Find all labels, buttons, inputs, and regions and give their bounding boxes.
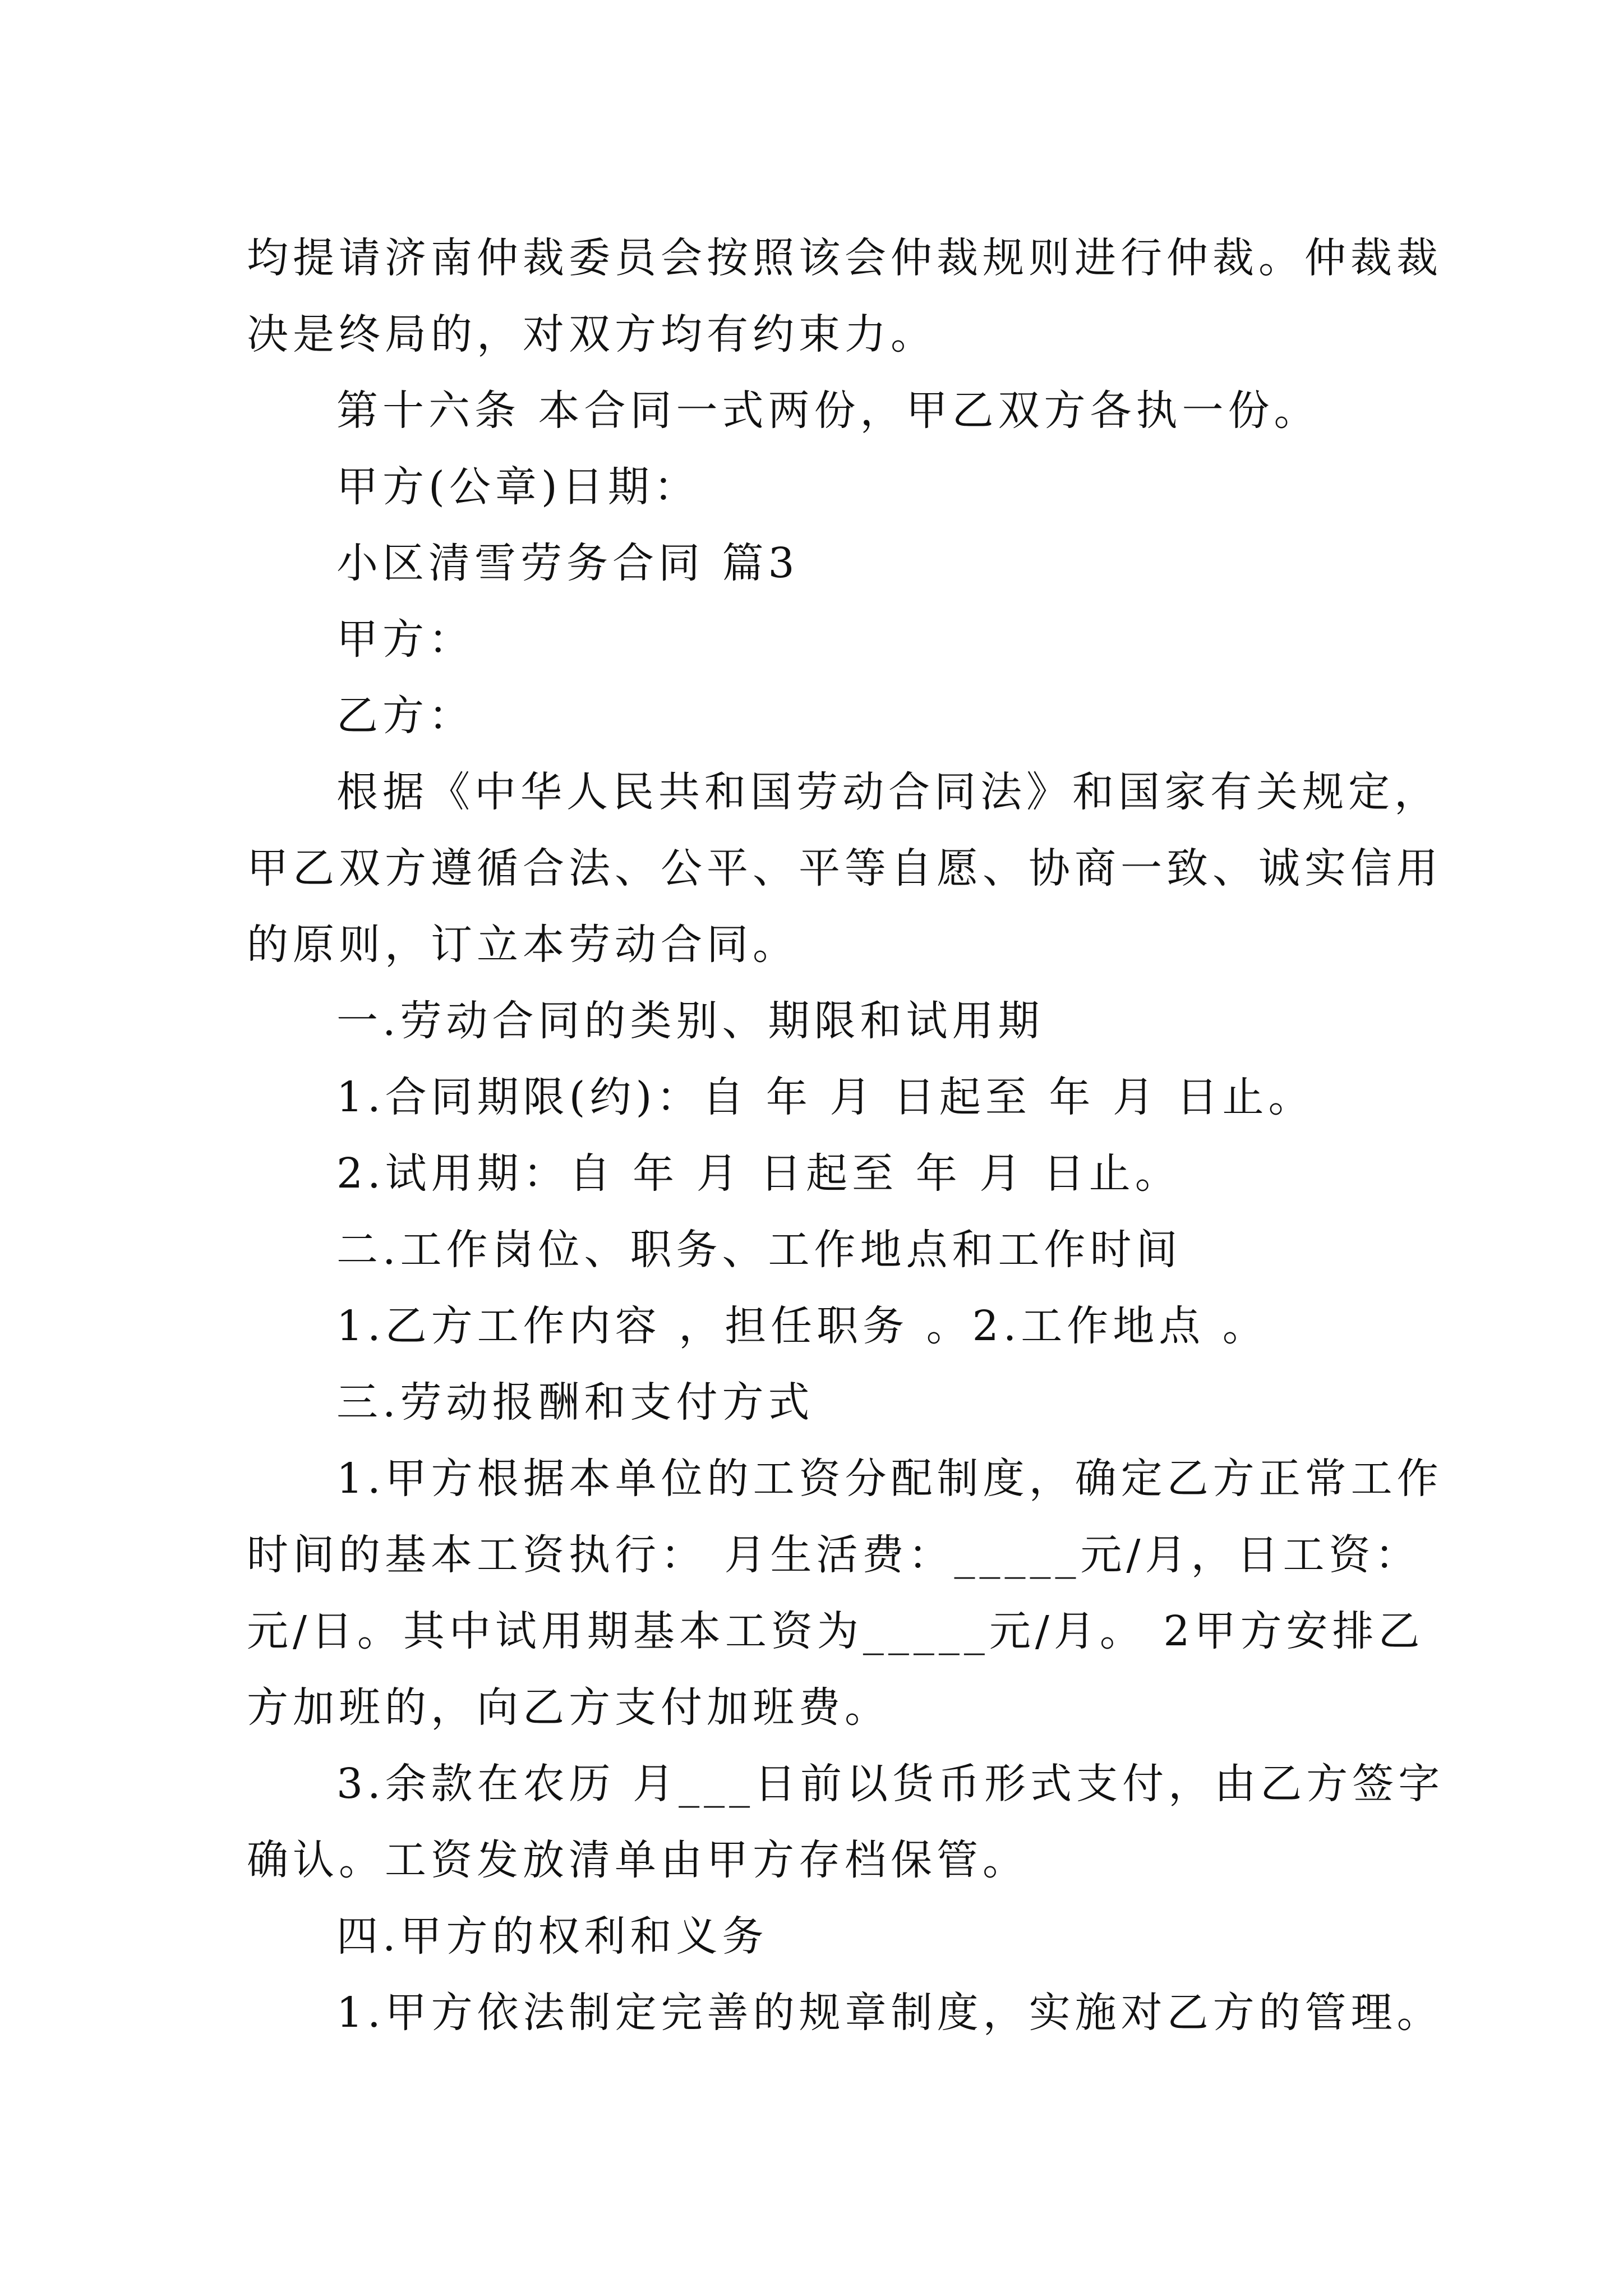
body-line: 的原则，订立本劳动合同。 xyxy=(247,921,799,969)
party-a-seal-date: 甲方(公章)日期： xyxy=(336,463,700,511)
body-line: 方加班的，向乙方支付加班费。 xyxy=(247,1683,891,1732)
document-body xyxy=(247,220,1445,2051)
section-title: 小区清雪劳务合同 篇3 xyxy=(336,539,799,587)
body-line: 决是终局的，对双方均有约束力。 xyxy=(247,310,937,358)
clause-item: 1.合同期限(约)：自 年 月 日起至 年 月 日止。 xyxy=(336,1073,1315,1121)
clause-item: 1.甲方依法制定完善的规章制度，实施对乙方的管理。 xyxy=(336,1989,1443,2037)
clause-heading: 三.劳动报酬和支付方式 xyxy=(336,1378,814,1427)
body-line: 根据《中华人民共和国劳动合同法》和国家有关规定， xyxy=(336,768,1440,816)
body-line: 甲乙双方遵循合法、公平、平等自愿、协商一致、诚实信用 xyxy=(247,844,1442,892)
clause-item: 2.试用期：自 年 月 日起至 年 月 日止。 xyxy=(336,1149,1181,1198)
party-b-label: 乙方： xyxy=(336,692,474,740)
clause-heading: 二.工作岗位、职务、工作地点和工作时间 xyxy=(336,1226,1182,1274)
body-line: 确认。工资发放清单由甲方存档保管。 xyxy=(247,1836,1029,1884)
party-a-label: 甲方： xyxy=(336,615,474,664)
clause-item: 1.甲方根据本单位的工资分配制度，确定乙方正常工作 xyxy=(336,1455,1443,1503)
clause-item: 1.乙方工作内容 ，担任职务 。2.工作地点 。 xyxy=(336,1302,1269,1350)
body-line: 均提请济南仲裁委员会按照该会仲裁规则进行仲裁。仲裁裁 xyxy=(247,234,1442,282)
body-line: 元/日。其中试用期基本工资为_____元/月。 2甲方安排乙 xyxy=(247,1607,1424,1655)
clause-heading: 一.劳动合同的类别、期限和试用期 xyxy=(336,997,1044,1045)
article-sixteen: 第十六条 本合同一式两份，甲乙双方各执一份。 xyxy=(336,386,1320,435)
body-line: 时间的基本工资执行： 月生活费：_____元/月，日工资： xyxy=(247,1531,1421,1579)
clause-item: 3.余款在农历 月___日前以货币形式支付，由乙方签字 xyxy=(336,1760,1445,1808)
clause-heading: 四.甲方的权利和义务 xyxy=(336,1912,768,1961)
